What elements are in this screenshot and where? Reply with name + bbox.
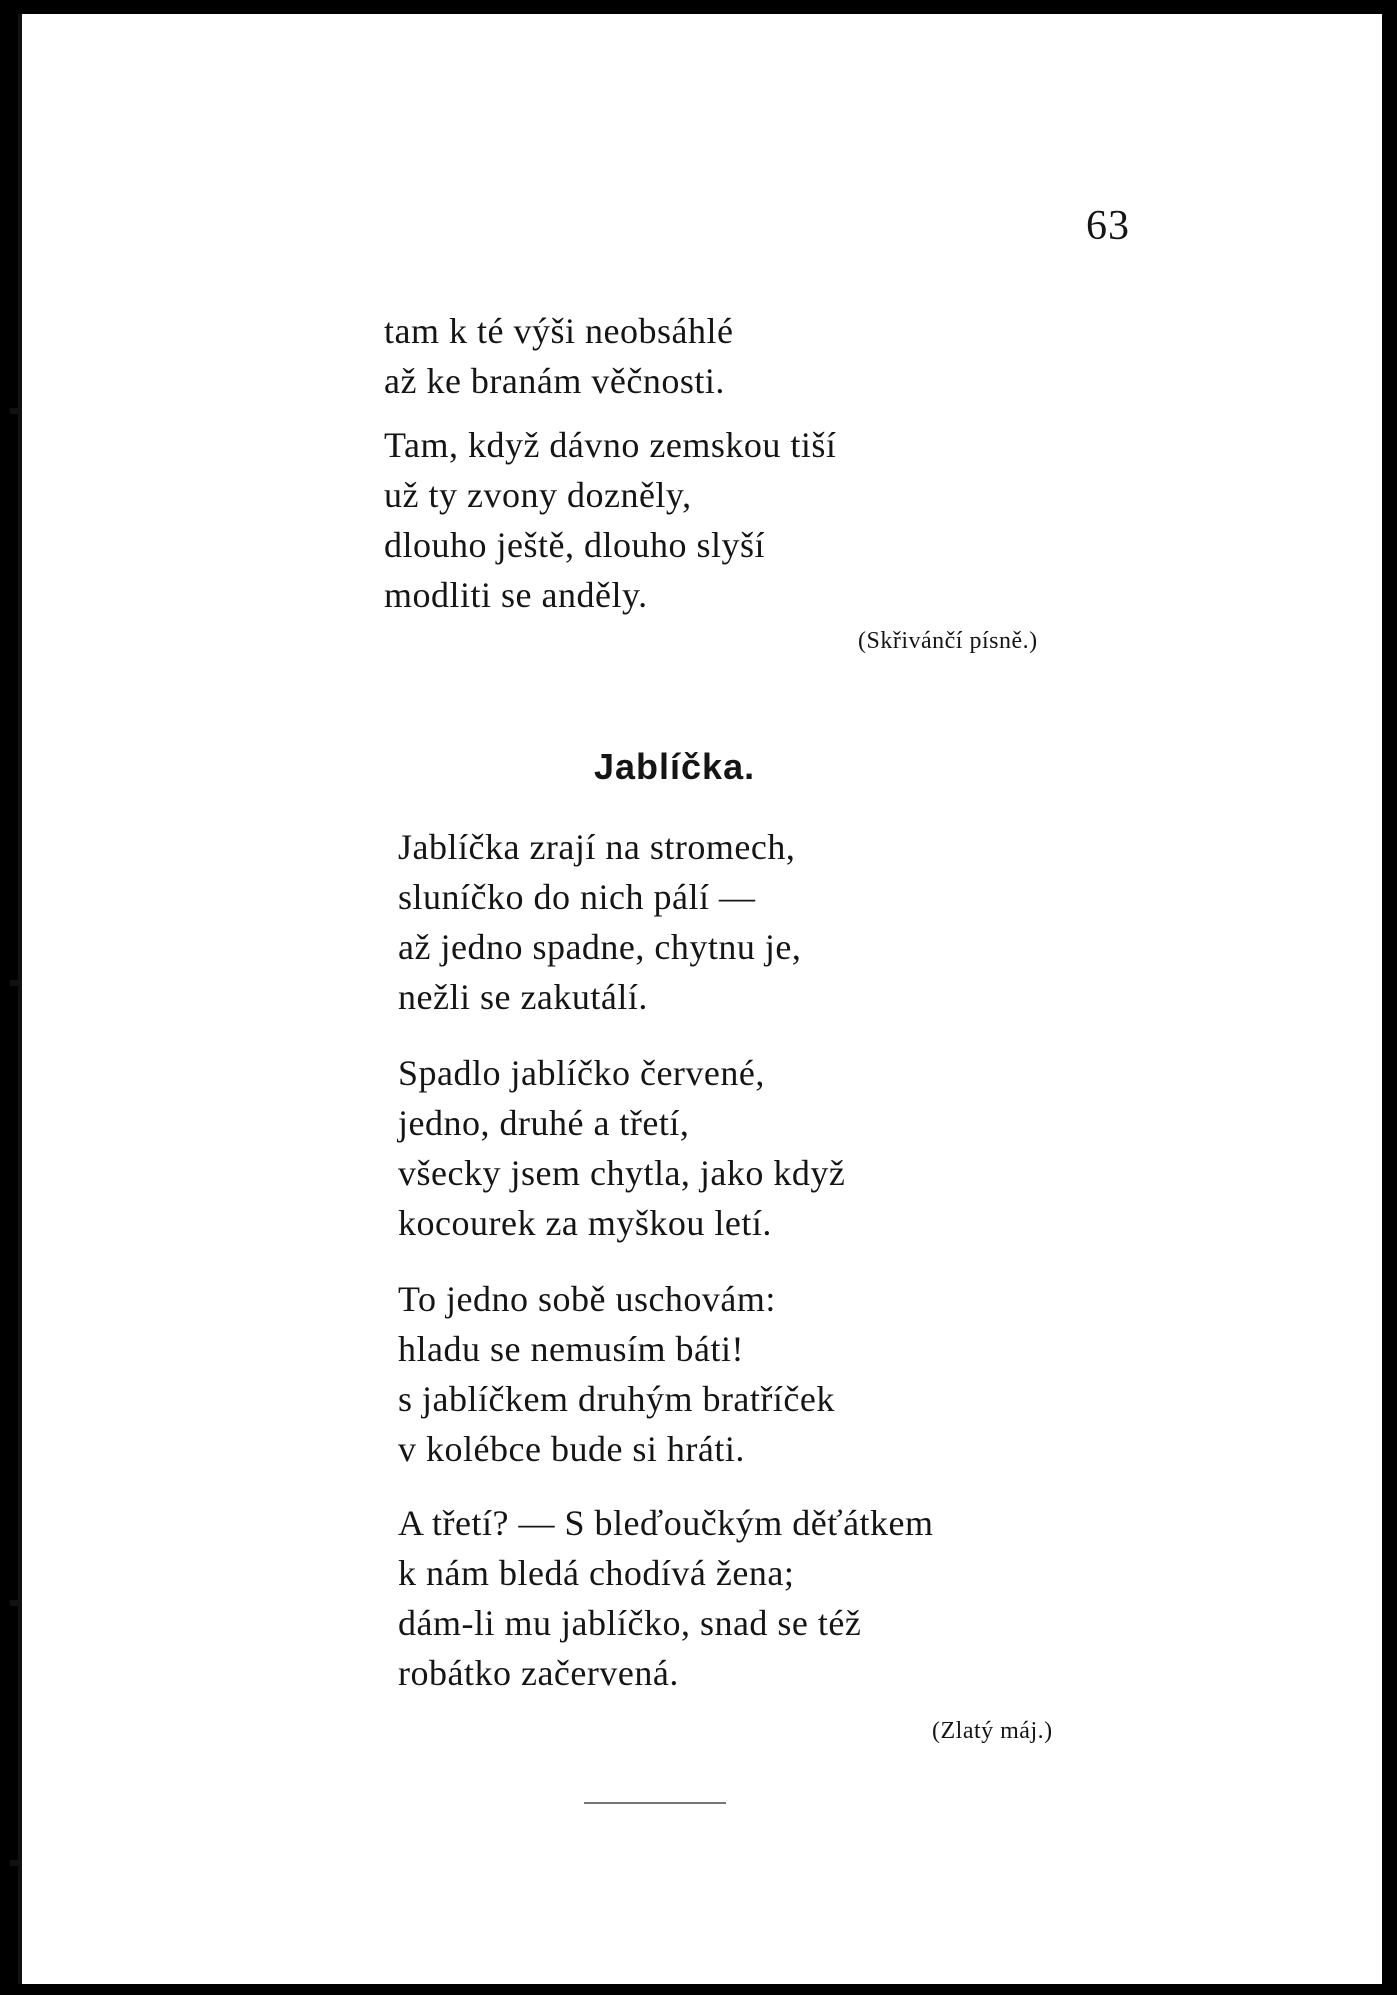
binding-mark xyxy=(10,1600,20,1606)
verse-line: jedno, druhé a třetí, xyxy=(398,1103,690,1143)
verse-line: až jedno spadne, chytnu je, xyxy=(398,927,802,967)
verse-line: Jablíčka zrají na stromech, xyxy=(398,827,796,867)
verse-line: všecky jsem chytla, jako když xyxy=(398,1153,846,1193)
verse-line: hladu se nemusím báti! xyxy=(398,1329,744,1369)
verse-line: To jedno sobě uschovám: xyxy=(398,1279,776,1319)
verse-line: robátko začervená. xyxy=(398,1653,679,1693)
end-divider xyxy=(584,1802,726,1804)
poem-stanza-2 xyxy=(398,1048,845,1248)
verse-line: už ty zvony dozněly, xyxy=(384,475,692,515)
verse-line: Spadlo jablíčko červené, xyxy=(398,1053,765,1093)
binding-mark xyxy=(10,1860,20,1866)
verse-line: tam k té výši neobsáhlé xyxy=(384,311,734,351)
binding-mark xyxy=(10,408,20,414)
previous-poem-stanza-2 xyxy=(384,420,836,620)
verse-line: v kolébce bude si hráti. xyxy=(398,1429,745,1469)
verse-line: s jablíčkem druhým bratříček xyxy=(398,1379,835,1419)
poem-stanza-3 xyxy=(398,1274,835,1474)
poem-stanza-4 xyxy=(398,1498,934,1698)
verse-line: Tam, když dávno zemskou tiší xyxy=(384,425,837,465)
poem-stanza-1 xyxy=(398,822,801,1022)
verse-line: modliti se anděly. xyxy=(384,575,648,615)
verse-line: sluníčko do nich pálí — xyxy=(398,877,756,917)
poem-source: (Zlatý máj.) xyxy=(932,1718,1053,1744)
page-number: 63 xyxy=(1086,203,1130,249)
poem-title: Jablíčka. xyxy=(594,746,756,787)
verse-line: A třetí? — S bleďoučkým děťátkem xyxy=(398,1503,934,1543)
verse-line: kocourek za myškou letí. xyxy=(398,1203,772,1243)
verse-line: nežli se zakutálí. xyxy=(398,977,648,1017)
verse-line: dám-li mu jablíčko, snad se též xyxy=(398,1603,862,1643)
verse-line: dlouho ještě, dlouho slyší xyxy=(384,525,765,565)
verse-line: k nám bledá chodívá žena; xyxy=(398,1553,795,1593)
verse-line: až ke branám věčnosti. xyxy=(384,361,725,401)
previous-poem-source: (Skřivánčí písně.) xyxy=(858,628,1038,654)
previous-poem-stanza-1 xyxy=(384,306,733,406)
binding-mark xyxy=(10,980,20,986)
